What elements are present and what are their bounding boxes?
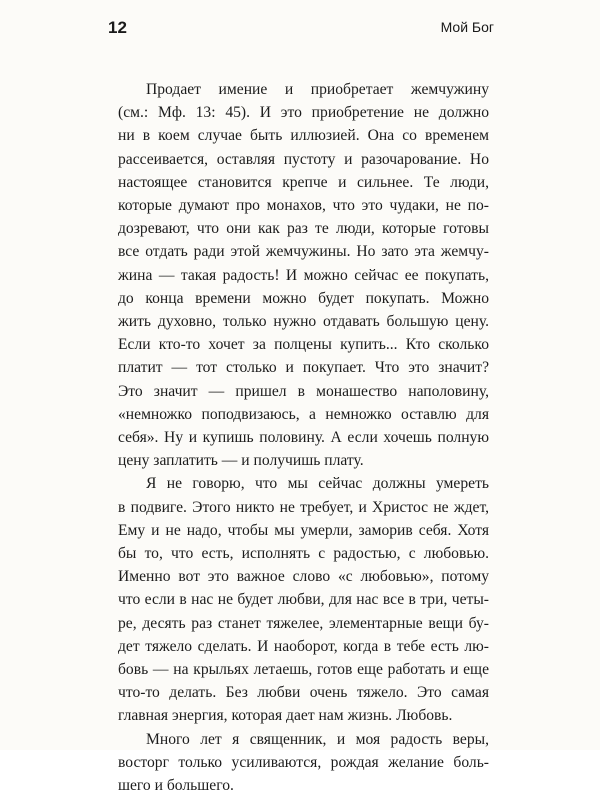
- text-line: ре, десять раз станет тяжелее, элементарные вещи бу-: [118, 614, 489, 632]
- text-line: до конца времени можно будет покупать. Можно: [118, 289, 489, 307]
- text-line: «немножко поподвизаюсь, а немножко оставлю для: [118, 405, 489, 423]
- text-line: главная энергия, которая дает нам жизнь. Любовь.: [118, 707, 453, 725]
- text-line: шего и большего.: [118, 777, 234, 795]
- page-number: 12: [108, 18, 127, 37]
- text-line: дозревают, что они как раз те люди, которые готовы: [118, 220, 489, 238]
- paragraph: [118, 728, 489, 797]
- running-title: Мой Бог: [440, 19, 494, 35]
- text-line: жина — такая радость! И можно сейчас ее покупать,: [118, 266, 489, 284]
- text-line: Я не говорю, что мы сейчас должны умереть: [146, 475, 489, 493]
- text-line: Если кто-то хочет за полцены купить... Кто сколько: [118, 336, 489, 354]
- text-line: что если в нас не будет любви, для нас все в три, четы-: [118, 591, 489, 609]
- text-line: настоящее становится крепче и сильнее. Те люди,: [118, 173, 489, 191]
- text-line: Много лет я священник, и моя радость веры,: [146, 730, 489, 748]
- text-line: (см.: Мф. 13: 45). И это приобретение не должно: [118, 104, 489, 122]
- text-line: бовь — на крыльях летаешь, готов еще работать и еще: [118, 661, 489, 679]
- text-line: восторг только усиливаются, рождая желание боль-: [118, 753, 489, 771]
- text-line: которые думают про монахов, что это чудаки, не по-: [118, 197, 489, 215]
- text-line: себя». Ну и купишь половину. А если хочешь полную: [118, 429, 489, 447]
- text-line: Продает имение и приобретает жемчужину: [146, 81, 489, 98]
- text-line: Именно вот это важное слово «с любовью», потому: [118, 568, 489, 586]
- text-line: цену заплатить — и получишь плату.: [118, 452, 364, 470]
- text-line: платит — тот столько и покупает. Что это значит?: [118, 359, 489, 377]
- text-line: что-то делать. Без любви очень тяжело. Это самая: [118, 684, 489, 702]
- text-line: ни в коем случае быть иллюзией. Она со временем: [118, 127, 489, 145]
- text-line: бы то, что есть, исполнять с радостью, с любовью.: [118, 545, 489, 563]
- text-line: рассеивается, оставляя пустоту и разочарование. Но: [118, 150, 489, 168]
- paragraph: [118, 78, 489, 472]
- page-header: [108, 18, 494, 42]
- body-text: [118, 78, 489, 797]
- text-line: в подвиге. Этого никто не требует, и Христос не ждет,: [118, 498, 489, 516]
- text-line: дет тяжело сделать. И наоборот, когда в тебе есть лю-: [118, 637, 489, 655]
- text-line: Ему и не надо, чтобы мы умерли, заморив себя. Хотя: [118, 521, 489, 539]
- paragraph: [118, 472, 489, 727]
- text-line: все отдать ради этой жемчужины. Но зато эта жемчу-: [118, 243, 489, 261]
- text-line: жить духовно, только нужно отдавать большую цену.: [118, 313, 489, 331]
- text-line: Это значит — пришел в монашество наполовину,: [118, 382, 489, 400]
